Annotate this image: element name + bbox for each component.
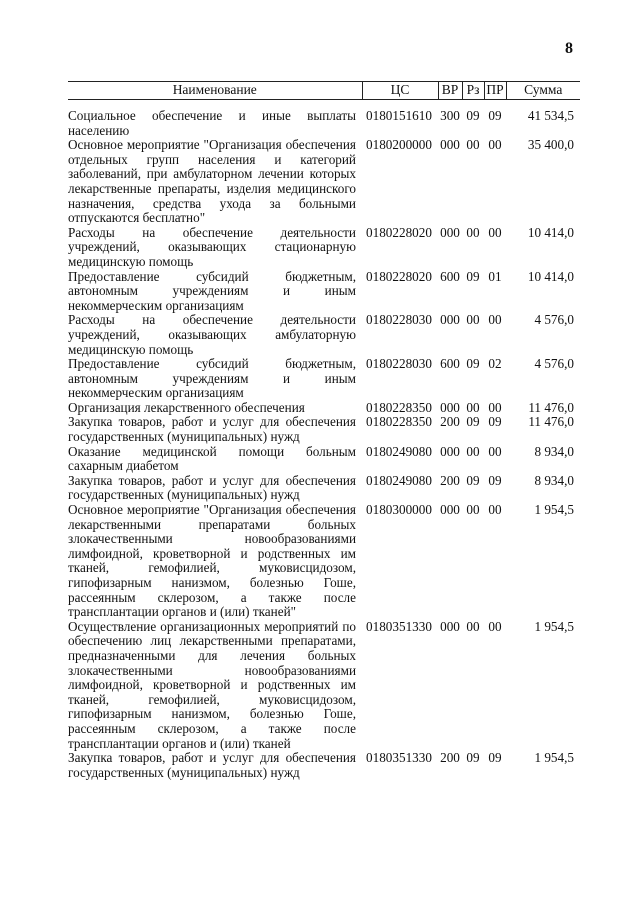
row-name: Социальное обеспечение и иные выплаты населению [68,108,356,138]
row-pr: 00 [488,502,502,518]
table-header-row [68,82,580,100]
row-name: Предоставление субсидий бюджетным, автономным учреждениям и иным некоммерческим организациям [68,268,356,313]
row-vr: 600 [440,268,460,284]
header-rz: Рз [462,82,484,100]
row-cs: 0180228030 [366,356,432,372]
row-rz: 00 [466,443,480,459]
table-row [68,270,580,314]
header-pr: ПР [484,82,506,100]
table-row [68,357,580,401]
table-row [68,226,580,270]
row-pr: 09 [488,472,502,488]
row-vr: 200 [440,750,460,766]
row-rz: 09 [466,750,480,766]
row-rz: 00 [466,618,480,634]
row-pr: 00 [488,224,502,240]
row-pr: 01 [488,268,502,284]
header-cs: ЦС [362,82,438,100]
row-pr: 00 [488,399,502,415]
row-cs: 0180228020 [366,224,432,240]
row-cs: 0180228350 [366,399,432,415]
row-name: Закупка товаров, работ и услуг для обеспечения государственных (муниципальных) нужд [68,414,356,445]
row-name: Осуществление организационных мероприятий по обеспечению лиц лекарственными препаратами, предназначенными для лечения больных злокачественными новообразованиями лимфоидной, кроветворной и родственных им тканей, гемофилией, муковисцидозом, гипофизарным нанизмом, болезнью Гоше, рассеянным склерозом, а также после трансплантации органов и (или) тканей [68,618,356,751]
row-sum: 10 414,0 [527,224,574,240]
row-rz: 09 [466,472,480,488]
table-row [68,100,580,139]
table-row [68,401,580,416]
row-name: Основное мероприятие "Организация обеспечения отдельных групп населения и категорий заболеваний, при амбулаторном лечении которых лекарственные препараты, изделия медицинского назначения, средства ухода за больными отпускаются бесплатно" [68,137,356,226]
row-rz: 09 [466,356,480,372]
row-vr: 200 [440,414,460,430]
row-cs: 0180351330 [366,618,432,634]
row-pr: 00 [488,443,502,459]
header-sum: Сумма [506,82,580,100]
row-sum: 8 934,0 [534,443,574,459]
row-name: Закупка товаров, работ и услуг для обеспечения государственных (муниципальных) нужд [68,750,356,780]
row-pr: 09 [488,108,502,123]
row-vr: 300 [440,108,460,123]
row-name: Организация лекарственного обеспечения [68,399,305,415]
row-vr: 000 [440,443,460,459]
budget-table [68,81,580,780]
row-sum: 11 476,0 [528,414,574,430]
row-sum: 35 400,0 [527,137,574,153]
row-vr: 000 [440,137,460,153]
row-vr: 000 [440,399,460,415]
row-sum: 8 934,0 [534,472,574,488]
row-rz: 00 [466,399,480,415]
row-cs: 0180228350 [366,414,432,430]
row-rz: 00 [466,137,480,153]
row-vr: 000 [440,312,460,328]
row-rz: 00 [466,502,480,518]
row-pr: 00 [488,618,502,634]
row-vr: 000 [440,618,460,634]
row-rz: 00 [466,312,480,328]
row-name: Закупка товаров, работ и услуг для обеспечения государственных (муниципальных) нужд [68,472,356,503]
header-name: Наименование [68,82,362,100]
row-cs: 0180228030 [366,312,432,328]
row-sum: 41 534,5 [527,108,574,123]
table-row [68,620,580,751]
header-vr: ВР [438,82,462,100]
row-cs: 0180200000 [366,137,432,153]
row-pr: 09 [488,414,502,430]
row-sum: 4 576,0 [534,356,574,372]
row-pr: 00 [488,137,502,153]
row-vr: 000 [440,502,460,518]
table-row [68,474,580,503]
table-row [68,751,580,780]
row-name: Предоставление субсидий бюджетным, автономным учреждениям и иным некоммерческим организациям [68,356,356,401]
row-vr: 000 [440,224,460,240]
row-sum: 1 954,5 [534,750,574,766]
row-sum: 4 576,0 [534,312,574,328]
row-rz: 09 [466,108,480,123]
row-name: Оказание медицинской помощи больным сахарным диабетом [68,443,356,474]
row-sum: 11 476,0 [528,399,574,415]
table-row [68,445,580,474]
row-cs: 0180300000 [366,502,432,518]
row-name: Расходы на обеспечение деятельности учреждений, оказывающих стационарную медицинскую помощь [68,224,356,269]
row-rz: 09 [466,268,480,284]
row-cs: 0180351330 [366,750,432,766]
row-sum: 1 954,5 [534,502,574,518]
row-cs: 0180249080 [366,472,432,488]
row-name: Основное мероприятие "Организация обеспечения лекарственными препаратами больных злокачественными новообразованиями лимфоидной, кроветворной и родственных им тканей, гемофилией, муковисцидозом, гипофизарным нанизмом, болезнью Гоше, рассеянным склерозом, а также после трансплантации органов и (или) тканей" [68,502,356,620]
row-cs: 0180151610 [366,108,432,123]
row-rz: 09 [466,414,480,430]
row-rz: 00 [466,224,480,240]
row-name: Расходы на обеспечение деятельности учреждений, оказывающих амбулаторную медицинскую помощь [68,312,356,357]
page-number: 8 [565,40,573,57]
table-row [68,138,580,226]
row-vr: 600 [440,356,460,372]
row-pr: 00 [488,312,502,328]
row-pr: 09 [488,750,502,766]
row-vr: 200 [440,472,460,488]
table-row [68,503,580,620]
table-row [68,415,580,444]
row-pr: 02 [488,356,502,372]
row-cs: 0180249080 [366,443,432,459]
row-cs: 0180228020 [366,268,432,284]
table-row [68,313,580,357]
row-sum: 1 954,5 [534,618,574,634]
row-sum: 10 414,0 [527,268,574,284]
